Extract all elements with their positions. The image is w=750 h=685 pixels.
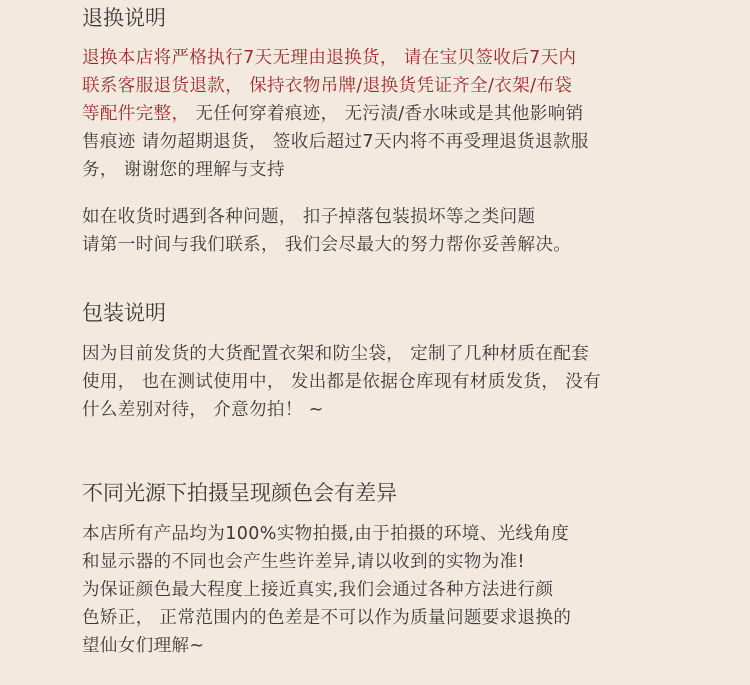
return-line-3-text-b: 无任何穿着痕迹， 无污渍/香水味或是其他影响销 [195,104,584,124]
color-line-2: 和显示器的不同也会产生些许差异,请以收到的实物为准! [82,552,525,572]
return-policy-title: 退换说明 [82,6,166,30]
color-line-4: 色矫正， 正常范围内的色差是不可以作为质量问题要求退换的 [82,608,572,628]
return-line-3 [82,100,589,128]
return-line-2-text-b: 保持衣物吊牌/退换货凭证齐全/衣架/布袋 [249,76,573,96]
packaging-line-2: 使用， 也在测试使用中， 发出都是依据仓库现有材质发货， 没有 [82,372,602,392]
contact-line-1: 如在收货时遇到各种问题， 扣子掉落包装损坏等之类问题 [82,207,536,227]
return-contact-body [82,203,571,259]
return-line-2 [82,72,589,100]
return-line-4 [82,128,589,156]
contact-line-2: 请第一时间与我们联系， 我们会尽最大的努力帮你妥善解决。 [82,235,572,255]
packaging-line-1: 因为目前发货的大货配置衣架和防尘袋， 定制了几种材质在配套 [82,344,590,364]
return-line-1 [82,44,589,72]
return-line-5 [82,156,589,184]
color-line-1: 本店所有产品均为100%实物拍摄,由于拍摄的环境、光线角度 [82,524,570,544]
color-difference-body [82,520,571,660]
return-line-1-text: 退换本店将严格执行7天无理由退换货， 请在宝贝签收后7天内 [82,48,577,68]
packaging-body [82,340,601,424]
packaging-title: 包装说明 [82,301,166,325]
return-policy-body [82,44,589,184]
return-line-5-text: 务， 谢谢您的理解与支持 [82,160,285,180]
return-line-4-text: 售痕迹 请勿超期退货， 签收后超过7天内将不再受理退货退款服 [82,132,589,152]
color-difference-title: 不同光源下拍摄呈现颜色会有差异 [82,481,397,505]
packaging-line-3: 什么差别对待， 介意勿拍！ ~ [82,400,324,420]
color-line-5: 望仙女们理解~ [82,636,205,656]
return-line-2-text-a: 联系客服退货退款， [82,76,250,96]
return-line-3-text-a: 等配件完整， [82,104,196,124]
color-line-3: 为保证颜色最大程度上接近真实,我们会通过各种方法进行颜 [82,580,554,600]
